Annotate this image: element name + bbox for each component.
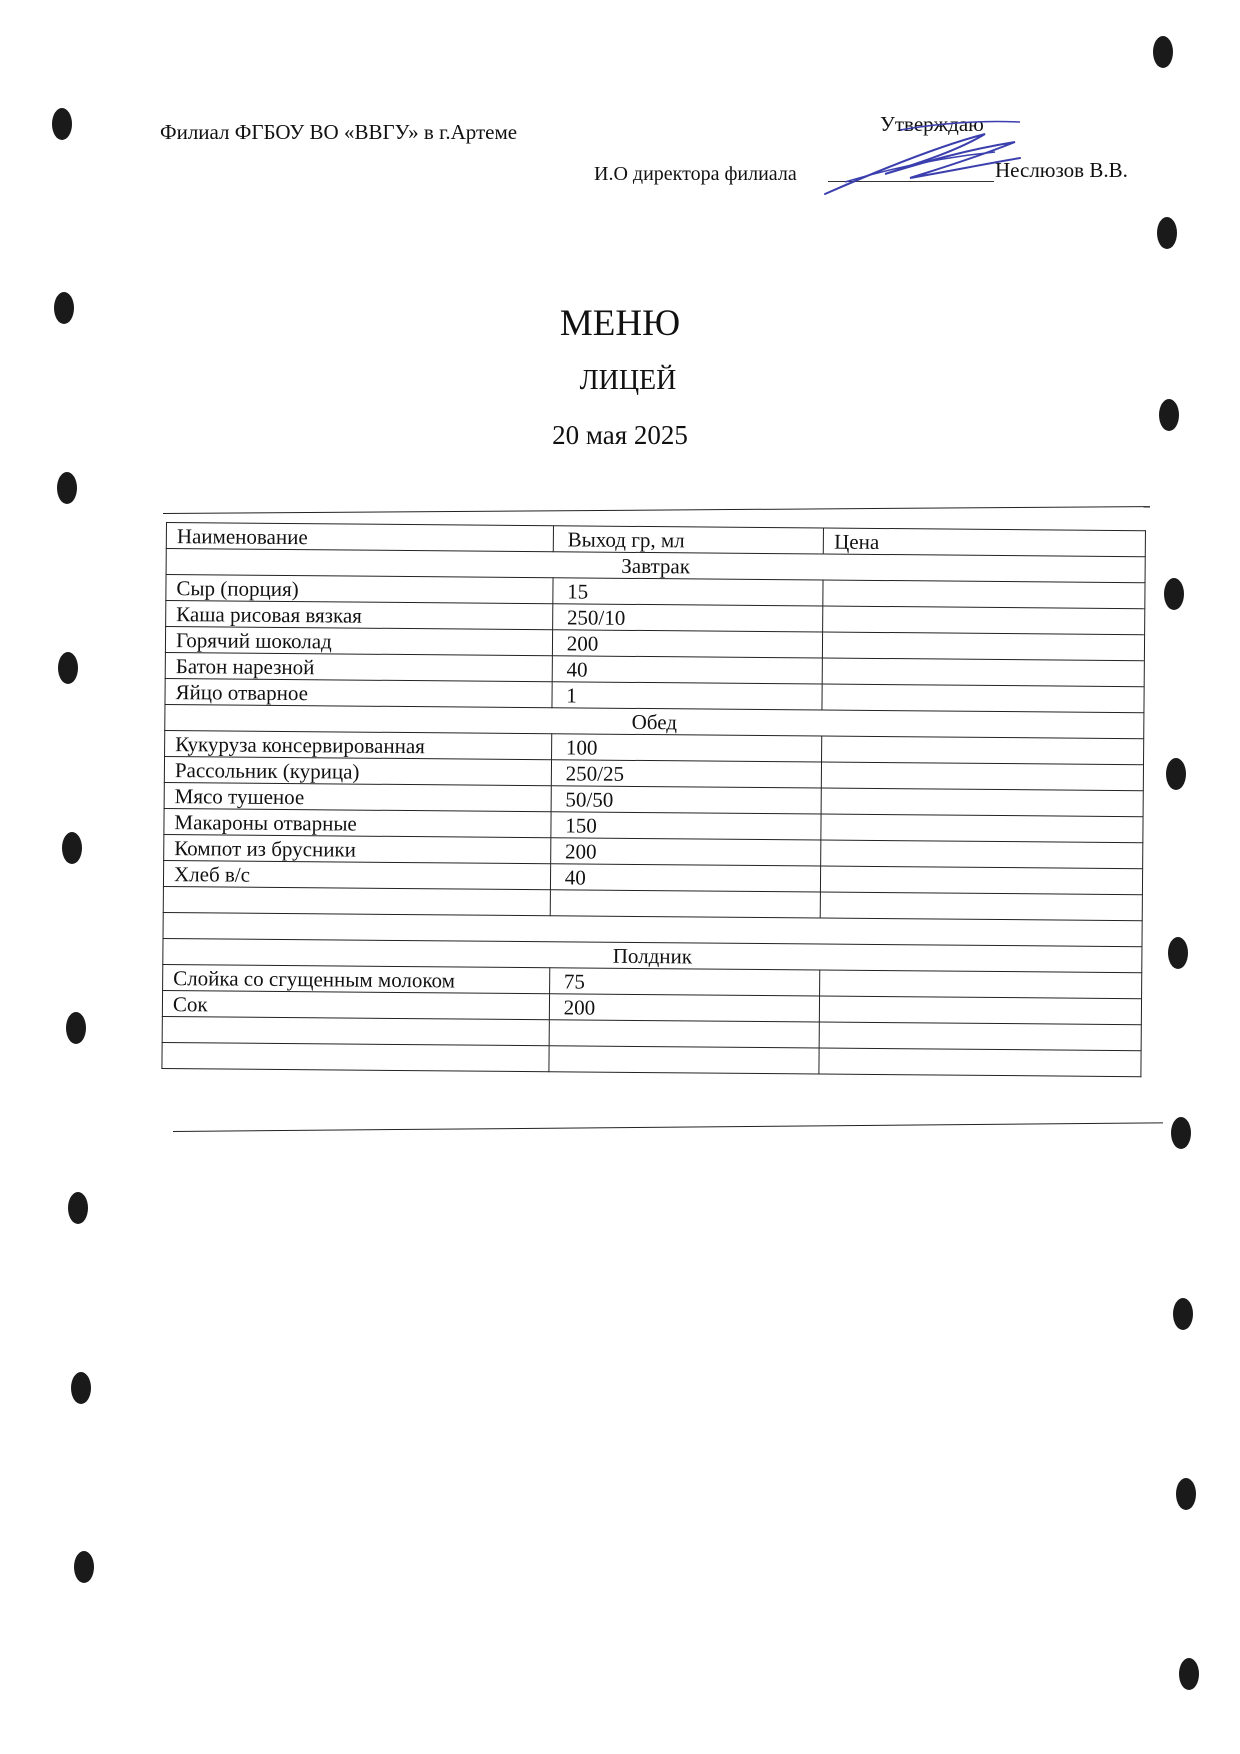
dish-price [821, 892, 1143, 921]
dish-output: 200 [552, 630, 823, 658]
punch-hole [68, 1192, 88, 1224]
dish-name: Рассольник (курица) [164, 756, 551, 785]
dish-name [163, 886, 550, 915]
punch-hole [1166, 758, 1186, 790]
dish-name: Горячий шоколад [165, 627, 552, 656]
column-header-price: Цена [824, 528, 1146, 557]
dish-name: Хлеб в/с [163, 860, 550, 889]
dish-name: Сыр (порция) [166, 575, 553, 604]
page-title: МЕНЮ [559, 303, 681, 344]
dish-output: 50/50 [551, 786, 822, 814]
dish-price [821, 840, 1143, 869]
punch-hole [1157, 217, 1177, 249]
dish-name [162, 1016, 549, 1045]
punch-hole [1168, 937, 1188, 969]
column-header-name: Наименование [166, 523, 553, 552]
section-title-snack: Полдник [163, 938, 1142, 972]
dish-price [820, 996, 1142, 1025]
dish-output: 75 [549, 968, 820, 996]
divider-line [173, 1122, 1163, 1132]
dish-output: 40 [550, 864, 821, 892]
dish-price [819, 1048, 1141, 1077]
dish-price [820, 970, 1142, 999]
dish-price [822, 658, 1144, 687]
director-name: Неслюзов В.В. [995, 158, 1128, 182]
punch-hole [71, 1372, 91, 1404]
punch-hole [66, 1012, 86, 1044]
punch-hole [52, 108, 72, 140]
dish-output: 200 [550, 838, 821, 866]
punch-hole [1164, 578, 1184, 610]
dish-output: 40 [552, 656, 823, 684]
dish-output: 1 [552, 682, 823, 710]
organization-name: Филиал ФГБОУ ВО «ВВГУ» в г.Артеме [160, 120, 518, 144]
dish-name: Кукуруза консервированная [165, 730, 552, 759]
dish-output [549, 1020, 820, 1048]
punch-hole [1171, 1117, 1191, 1149]
dish-price [822, 762, 1144, 791]
dish-name: Каша рисовая вязкая [166, 601, 553, 630]
dish-output: 100 [551, 734, 822, 762]
dish-price [822, 736, 1144, 765]
dish-name: Яйцо отварное [165, 678, 552, 707]
punch-hole [57, 472, 77, 504]
dish-price [823, 632, 1145, 661]
punch-hole [1179, 1658, 1199, 1690]
dish-output: 250/25 [551, 760, 822, 788]
punch-hole [1153, 36, 1173, 68]
dish-price [819, 1022, 1141, 1051]
dish-output: 15 [553, 578, 824, 606]
director-label: И.О директора филиала [594, 163, 797, 185]
section-title-lunch: Обед [165, 704, 1144, 738]
dish-output: 250/10 [552, 604, 823, 632]
handwritten-signature [815, 112, 1035, 202]
dish-output [549, 1046, 820, 1074]
dish-name: Мясо тушеное [164, 782, 551, 811]
dish-output [550, 890, 821, 918]
dish-price [823, 606, 1145, 635]
dish-price [821, 866, 1143, 895]
punch-hole [74, 1551, 94, 1583]
section-title-breakfast: Завтрак [166, 549, 1145, 583]
dish-name: Сок [162, 990, 549, 1019]
punch-hole [1176, 1478, 1196, 1510]
menu-date: 20 мая 2025 [552, 420, 688, 450]
page-subtitle: ЛИЦЕЙ [579, 365, 677, 396]
dish-output: 200 [549, 994, 820, 1022]
dish-name: Макароны отварные [164, 808, 551, 837]
punch-hole [1173, 1298, 1193, 1330]
menu-table [161, 522, 1146, 1077]
dish-output: 150 [551, 812, 822, 840]
dish-name: Батон нарезной [165, 652, 552, 681]
dish-price [823, 580, 1145, 609]
dish-name: Слойка со сгущенным молоком [163, 964, 550, 993]
column-header-output: Выход гр, мл [553, 526, 824, 554]
approval-label: Утверждаю [880, 112, 984, 136]
punch-hole [58, 652, 78, 684]
dish-price [821, 788, 1143, 817]
dish-price [821, 814, 1143, 843]
punch-hole [62, 832, 82, 864]
divider-line [163, 506, 1150, 514]
dish-name: Компот из брусники [164, 834, 551, 863]
dish-name [162, 1042, 549, 1071]
dish-price [822, 684, 1144, 713]
